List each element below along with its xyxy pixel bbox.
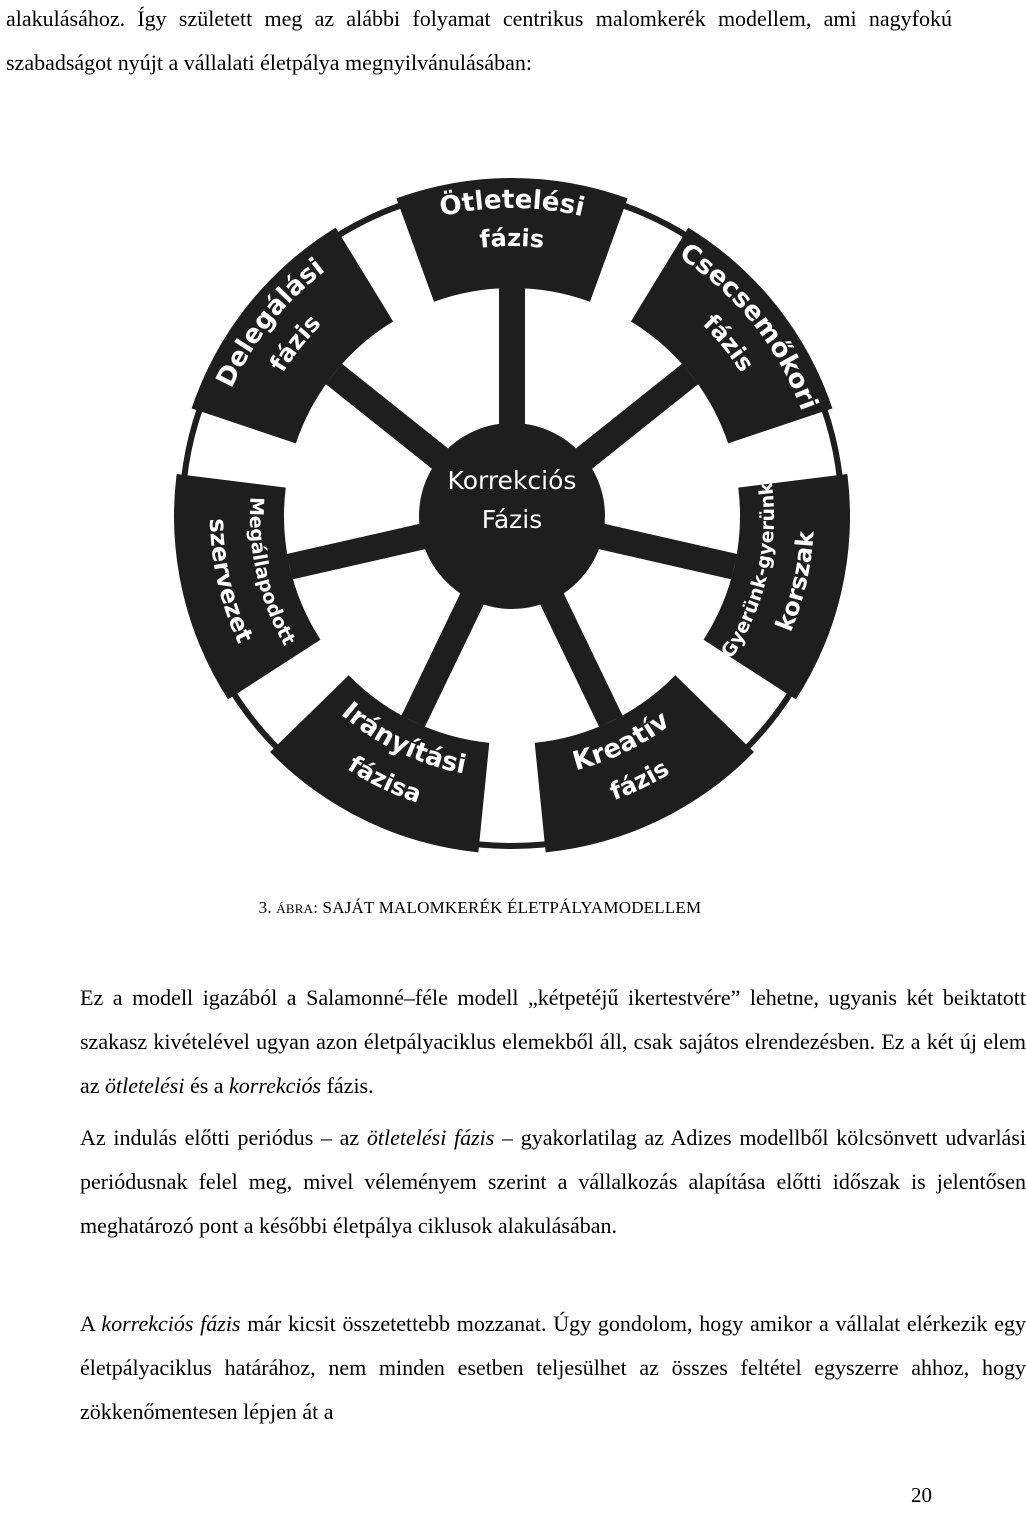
intro-paragraph: [6, 0, 952, 85]
figure-caption: [0, 898, 960, 918]
p2-text-b: – gyakorlatilag az Adizes modellből kölcsönvett udvarlási periódusnak felel meg, mivel véleményem szerint a vállalkozás alapítása előtti időszak is jelentősen meghatározó pont a későbbi életpálya ciklusok alakulásában.: [80, 1125, 1026, 1238]
segment-label-path: fázis: [478, 223, 546, 254]
mill-wheel-diagram: [152, 156, 872, 876]
segment-label-path: korszak: [770, 529, 820, 635]
intro-text: alakulásához. Így született meg az alábbi folyamat centrikus malomkerék modellem, ami nagyfokú szabadságot nyújt a vállalati életpálya megnyilvánulásában:: [6, 6, 952, 75]
paragraph-3: [6, 1302, 1026, 1434]
segment-label-path: fázis: [697, 308, 760, 377]
hub-label-line2: Fázis: [481, 505, 543, 534]
caption-abra: ÁBRA: [276, 901, 314, 916]
p1-text-c: fázis.: [321, 1073, 374, 1098]
p1-text-a: Ez a modell igazából a Salamonné–féle modell „kétpetéjű ikertestvére” lehetne, ugyanis két beiktatott szakasz kivételével ugyan azon életpályaciklus elemekből áll, csak sajátos elrendezésben. Ez a két új elem az: [80, 985, 1026, 1098]
segment-label-path: Kreatív: [569, 705, 676, 778]
paragraph-1: [6, 976, 1026, 1108]
p1-text-b: és a: [184, 1073, 230, 1098]
page-number: 20: [911, 1483, 932, 1507]
caption-title: : SAJÁT MALOMKERÉK ÉLETPÁLYAMODELLEM: [313, 898, 702, 917]
caption-number: 3.: [258, 898, 272, 917]
p1-em-otletelesi: ötletelési: [105, 1073, 185, 1098]
p1-em-korrekcios: korrekciós: [229, 1073, 322, 1098]
p3-em-korrekcios-fazis: korrekciós fázis: [101, 1311, 241, 1336]
p2-em-otletelesi-fazis: ötletelési fázis: [366, 1125, 495, 1150]
segment-label-path: Gyerünk-gyerünk: [716, 481, 780, 663]
segment-label-path: fázisa: [343, 750, 426, 809]
segment-label-path: Megállapodott: [244, 496, 300, 650]
segment-label-path: fázis: [264, 308, 327, 377]
segment-label-path: Csecsemőkori: [674, 237, 824, 415]
paragraph-2: [6, 1116, 1026, 1248]
p3-text-b: már kicsit összetettebb mozzanat. Úgy gondolom, hogy amikor a vállalat elérkezik egy életpályaciklus határához, nem minden esetben teljesülhet az összes feltétel egyszerre ahhoz, hogy zökkenőmentesen lépjen át a: [80, 1311, 1026, 1424]
segment-label-path: fázis: [606, 754, 674, 806]
segment-label-path: Irányítási: [335, 696, 469, 781]
segment-label-path: Ötletelési: [437, 184, 588, 223]
segment-label-otletelesi-line2: [478, 224, 545, 254]
p3-text-a: A: [80, 1311, 102, 1336]
segment-label-path: szervezet: [203, 517, 259, 648]
segment-label-path: Delegálási: [210, 252, 331, 393]
p2-text-a: Az indulás előtti periódus – az: [80, 1125, 367, 1150]
hub-label-line1: Korrekciós: [447, 466, 577, 495]
